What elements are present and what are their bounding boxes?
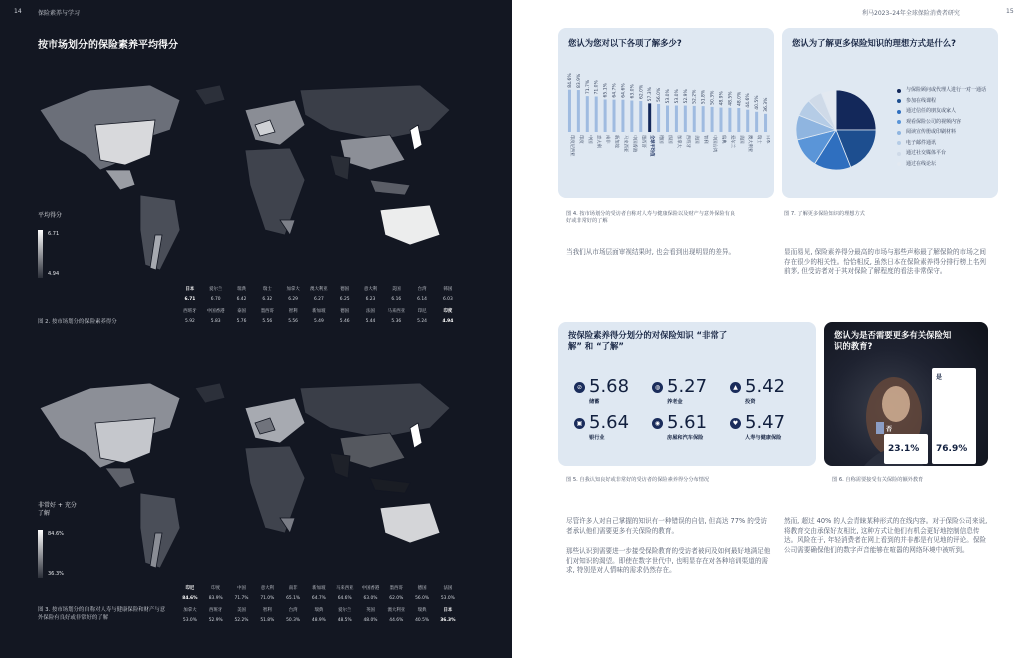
map1-table-row (177, 316, 461, 327)
caption-fig2: 图 2. 按市场划分的保险素养得分 (38, 319, 117, 325)
bar-category-label: 澳大利亚 (747, 135, 753, 153)
card4-title: 您认为是否需要更多有关保险知识的教育? (834, 330, 952, 351)
africa (245, 446, 305, 533)
bar-category-label: 印度尼西亚 (568, 135, 574, 157)
table-cell: 日本 (185, 286, 195, 292)
bar-value-label: 52.2% (692, 89, 698, 104)
bar-category-label: 日本 (765, 135, 770, 144)
table-cell: 印尼 (417, 308, 427, 314)
score-item (574, 378, 629, 396)
score-label: 房屋和汽车保险 (667, 435, 704, 441)
pie-legend-item (897, 119, 993, 126)
bar-category-label: 加拿大 (675, 135, 681, 148)
bar (737, 108, 740, 132)
table-cell: 6.29 (288, 297, 298, 302)
bar-value-label: 71.7% (585, 79, 591, 95)
bar (684, 106, 687, 132)
card3-title: 按保险素养得分划分的对保险知识 “非常了解” 和 “了解” (568, 330, 728, 351)
bar-category-label: 德国 (658, 135, 664, 144)
table-cell: 6.25 (339, 297, 350, 302)
table-cell: 台湾 (288, 607, 298, 613)
table-cell: 马来西亚 (335, 585, 354, 591)
table-cell: 韩国 (443, 286, 453, 292)
map2-legend-max: 84.6% (48, 531, 64, 537)
map1-legend-max: 6.71 (48, 231, 60, 237)
bar (746, 110, 749, 132)
table-cell: 5.56 (262, 319, 273, 324)
table-cell: 6.42 (236, 297, 247, 302)
table-cell: 中国香港 (206, 308, 225, 314)
bar-value-label: 62.0% (639, 84, 645, 99)
table-cell: 印度 (443, 308, 453, 314)
bar (702, 106, 705, 132)
pie-legend-label: 观看保险公司的视频内容 (906, 118, 962, 125)
legend-dot (897, 120, 901, 124)
india (330, 155, 350, 180)
africa (245, 148, 305, 235)
legend-dot (897, 152, 901, 156)
table-cell: 澳大利亚 (387, 607, 406, 613)
table-cell: 48.0% (363, 618, 378, 623)
map1-table-row (177, 283, 461, 294)
pie-legend-label: 通过信任的朋友或家人 (906, 108, 957, 114)
caption-fig4: 图 4. 按市场划分的受访者自称对人寿与健康保险以及财产与意外保险有良好或非常好的了解 (566, 211, 736, 224)
score-value: 5.61 (667, 412, 708, 433)
pie-legend-item (897, 161, 993, 168)
score-item (652, 414, 707, 432)
car-icon: ◉ (652, 418, 663, 429)
yes-bar (932, 368, 976, 464)
table-cell: 中国 (237, 585, 246, 591)
table-cell: 5.56 (288, 319, 298, 324)
table-cell: 4.94 (442, 319, 454, 324)
table-cell: 64.6% (337, 596, 352, 601)
map1-legend-title: 平均得分 (38, 212, 63, 219)
bar (604, 99, 607, 132)
paragraph-correlation: 显而易见, 保险素养得分最高的市场与那些声称最了解保险的市场之间存在很少的相关性。恰恰相反, 虽然日本在保险素养得分排行榜上名列前茅, 但受访者对于其对保险了解程度的看法非常保守。 (784, 248, 987, 276)
table-cell: 瑞士 (262, 286, 272, 292)
table-cell: 意大利 (260, 585, 274, 591)
greenland (195, 383, 225, 403)
table-cell: 6.70 (210, 297, 221, 302)
score-item (574, 414, 629, 432)
table-cell: 新加坡 (312, 585, 326, 591)
russia (300, 85, 450, 140)
map2-gradient-legend (38, 530, 43, 578)
table-cell: 南非 (288, 585, 298, 591)
score-label: 银行业 (589, 435, 605, 441)
paragraph-market-differences: 当我们从市场层面审视结果时, 也会看到出现明显的差异。 (566, 248, 736, 256)
table-cell: 51.8% (260, 618, 275, 623)
report-header: 利马2023–24年全球保险消费者研究 (862, 10, 960, 17)
table-cell: 40.5% (415, 618, 430, 623)
table-cell: 5.92 (185, 319, 195, 324)
russia (300, 383, 450, 438)
table-cell: 加拿大 (286, 286, 300, 292)
pie-legend-item (897, 108, 993, 115)
money-bag-icon: ◍ (652, 382, 663, 393)
table-cell: 瑞典 (314, 607, 324, 613)
bar-value-label: 51.8% (701, 89, 707, 105)
usa-canada (95, 418, 155, 463)
bar-category-label: 美国 (693, 135, 699, 144)
map1-table-row (177, 305, 461, 316)
indonesia (370, 478, 410, 493)
table-cell: 6.14 (417, 297, 427, 302)
table-cell: 墨西哥 (389, 585, 403, 591)
bar (586, 96, 589, 132)
legend-dot (897, 131, 901, 135)
table-cell: 36.3% (440, 618, 456, 623)
pie-legend-item (897, 87, 993, 94)
europe (245, 398, 305, 443)
table-cell: 加拿大 (183, 607, 197, 613)
bar-value-label: 71.0% (594, 80, 600, 95)
bar-category-label: 意大利 (595, 135, 601, 148)
table-cell: 71.0% (260, 596, 275, 601)
table-cell: 日本 (443, 607, 453, 613)
mexico (105, 170, 135, 190)
india (330, 453, 350, 478)
bar-value-label: 36.3% (764, 97, 770, 112)
score-item (730, 414, 785, 432)
bar (577, 90, 580, 132)
table-cell: 德国 (417, 585, 427, 591)
table-cell: 5.83 (210, 319, 221, 324)
table-cell: 台湾 (417, 286, 427, 292)
bar (595, 97, 598, 133)
table-cell: 62.0% (389, 596, 404, 601)
paragraph-learning-preferences: 那些认识到需要进一步接受保险教育的受访者被问及如何最好地满足他们对知识的渴望。即使在数字世代中, 也明显存在对各种培训渠道的需求, 特别是对人情味的需求仍然存在。 (566, 547, 771, 575)
table-cell: 新加坡 (312, 308, 326, 314)
table-cell: 英国 (366, 607, 375, 613)
bar-category-label: 瑞典 (720, 135, 726, 144)
bar-value-label: 84.6% (567, 73, 573, 88)
australia (380, 205, 440, 245)
map2-table-row (177, 582, 461, 593)
table-cell: 5.76 (236, 319, 247, 324)
bar-category-label: 瑞士 (756, 135, 762, 144)
bar-category-label: 中国香港 (631, 135, 637, 153)
bar-value-label: 56.0% (657, 87, 663, 102)
table-cell: 泰国 (237, 308, 246, 314)
bar (639, 101, 642, 132)
table-cell: 50.3% (286, 618, 301, 623)
table-cell: 德国 (340, 286, 350, 292)
bar (568, 90, 571, 132)
bar (666, 106, 669, 133)
map2-table-row (177, 604, 461, 615)
table-cell: 智利 (262, 607, 272, 613)
table-cell: 西班牙 (183, 308, 197, 314)
score-value: 5.27 (667, 376, 708, 397)
pie-slice (836, 90, 876, 130)
table-cell: 48.9% (311, 618, 326, 623)
bar-category-label: 全球平均值 (649, 135, 655, 157)
bar (630, 101, 633, 133)
bar-value-label: 63.0% (630, 84, 636, 99)
bar-value-label: 83.9% (576, 73, 582, 89)
section-header: 保险素养与学习 (38, 10, 81, 17)
pie-legend-label: 与保险顾问或代理人进行一对一通话 (906, 87, 987, 93)
bar-value-label: 53.0% (666, 89, 671, 104)
bar-category-label: 中国台湾 (711, 135, 717, 153)
bar (648, 103, 651, 132)
bar-value-label: 65.1% (603, 83, 609, 98)
legend-dot (897, 89, 901, 93)
bar-value-label: 50.3% (710, 90, 716, 105)
pie-legend-item (897, 150, 993, 157)
no-value: 23.1% (888, 444, 920, 454)
map2-legend-min: 36.3% (48, 571, 64, 577)
table-cell: 爱尔兰 (209, 286, 223, 292)
table-cell: 6.71 (184, 297, 196, 302)
table-cell: 法国 (443, 585, 453, 591)
bar-value-label: 52.9% (683, 89, 689, 104)
heart-icon: ♥ (730, 418, 741, 429)
card1-title: 您认为您对以下各项了解多少? (568, 38, 682, 48)
table-cell: 印尼 (185, 585, 195, 591)
south-america (140, 493, 180, 568)
table-cell: 爱尔兰 (338, 607, 352, 613)
table-cell: 澳大利亚 (310, 286, 328, 292)
indonesia (370, 180, 410, 195)
table-cell: 6.16 (391, 297, 402, 302)
page-title: 按市场划分的保险素养平均得分 (38, 40, 178, 51)
south-america (140, 195, 180, 270)
bar-value-label: 64.6% (621, 83, 627, 98)
bar-value-label: 40.5% (755, 95, 761, 110)
caption-fig5: 图 5. 自我认知良好或非常好的受访者的保险素养得分分布情况 (566, 477, 710, 483)
legend-dot (897, 141, 901, 145)
bar-category-label: 墨西哥 (640, 135, 646, 148)
bar (755, 112, 758, 132)
legend-dot (897, 162, 901, 166)
bar-category-label: 马来西亚 (622, 135, 628, 153)
score-label: 养老金 (667, 399, 683, 405)
bar (621, 100, 624, 132)
map1-legend-min: 4.94 (48, 271, 60, 277)
table-cell: 法国 (366, 308, 375, 314)
australia (380, 503, 440, 543)
pie-legend-label: 阅读宣传册或印刷材料 (906, 129, 957, 135)
bar (711, 107, 714, 132)
world-map-knowledge (30, 368, 480, 578)
score-value: 5.47 (745, 412, 786, 433)
chart-icon: ▲ (730, 382, 741, 393)
score-label: 投资 (745, 399, 756, 405)
table-cell: 6.23 (365, 297, 376, 302)
map1-gradient-legend (38, 230, 43, 278)
table-cell: 德国 (340, 308, 350, 314)
bar-category-label: 爱尔兰 (729, 135, 735, 148)
pie-legend-item (897, 140, 993, 147)
piggy-bank-icon: ⊘ (574, 382, 585, 393)
table-cell: 智利 (288, 308, 298, 314)
bar-category-label: 智利 (702, 135, 708, 144)
map2-table-row (177, 593, 461, 604)
page-number: 14 (14, 8, 22, 15)
education-need-photo-card (824, 322, 988, 466)
pie-legend-label: 参加在线课程 (906, 97, 937, 104)
table-cell: 48.5% (337, 618, 352, 623)
score-label: 人寿与健康保险 (745, 435, 782, 441)
table-cell: 美国 (391, 286, 401, 292)
caption-fig7: 图 7. 了解更多保险知识的理想方式 (784, 211, 865, 217)
caption-fig3: 图 3. 按市场划分的自称对人寿与健康保险和财产与意外保险有良好或非常好的了解 (38, 607, 166, 621)
bar-value-label: 48.0% (737, 91, 743, 106)
bar-category-label: 英国 (738, 135, 744, 144)
bar-value-label: 44.6% (746, 93, 752, 108)
pie-legend-item (897, 129, 993, 136)
table-cell: 意大利 (363, 286, 378, 292)
bar-value-label: 48.9% (719, 91, 725, 106)
table-cell: 5.46 (339, 319, 350, 324)
score-item (730, 378, 785, 396)
bank-icon: ▣ (574, 418, 585, 429)
table-cell: 中国香港 (361, 585, 380, 591)
table-cell: 5.36 (391, 319, 402, 324)
bar-value-label: 64.7% (612, 83, 618, 98)
table-cell: 83.9% (208, 596, 223, 601)
score-item (652, 378, 707, 396)
bar-category-label: 西班牙 (684, 135, 690, 148)
table-cell: 5.49 (313, 319, 324, 324)
learning-methods-pie-chart (794, 88, 878, 172)
yes-label: 是 (936, 374, 943, 381)
table-cell: 52.9% (208, 618, 223, 623)
table-cell: 52.2% (234, 618, 249, 623)
score-value: 5.68 (589, 376, 630, 397)
bar-category-label: 法国 (667, 135, 672, 144)
card2-title: 您认为了解更多保险知识的理想方式是什么? (792, 38, 956, 48)
map2-table (177, 582, 461, 626)
world-map-scores (30, 70, 480, 280)
table-cell: 44.6% (389, 618, 404, 623)
bar (657, 104, 660, 132)
bar-category-label: 印度 (577, 135, 583, 144)
bar (719, 108, 722, 132)
table-cell: 56.0% (415, 596, 430, 601)
paragraph-online-content: 然而, 超过 40% 的人会青睐某种形式的在线内容。对于保险公司来说, 将教育交由承保好友相比, 这种方式让他们有机会更好地控制信息传达。风险在于, 年轻消费者在网上看到的并非都是有见地的评论。保险公司需要确保他们的数字声音能够在喧嚣的网络环境中被听到。 (784, 517, 988, 554)
table-cell: 瑞典 (237, 286, 246, 292)
page-number: 15 (1006, 8, 1014, 15)
bar (764, 114, 767, 132)
pie-legend-item (897, 98, 993, 105)
bar-value-label: 57.3% (648, 87, 654, 102)
bar-category-label: 新加坡 (613, 135, 619, 148)
bar (613, 100, 616, 132)
legend-dot (897, 99, 901, 103)
table-cell: 5.24 (417, 319, 427, 324)
bar (693, 106, 696, 132)
score-value: 5.42 (745, 376, 786, 397)
map2-table-row (177, 615, 461, 626)
pie-legend (897, 87, 993, 171)
bar-value-label: 48.5% (728, 91, 734, 106)
table-cell: 美国 (237, 607, 246, 613)
mexico (105, 468, 135, 488)
bar-value-label: 53.0% (674, 89, 680, 104)
table-cell: 84.6% (182, 596, 198, 601)
table-cell: 墨西哥 (260, 308, 274, 314)
table-cell: 71.7% (234, 596, 249, 601)
table-cell: 6.27 (313, 297, 324, 302)
knowledge-bar-chart (565, 70, 770, 192)
map1-table-row (177, 294, 461, 305)
table-cell: 马来西亚 (387, 308, 406, 314)
table-cell: 65.1% (286, 596, 301, 601)
europe (245, 100, 305, 145)
bar (728, 108, 731, 132)
table-cell: 64.7% (311, 596, 326, 601)
map1-table (177, 283, 461, 327)
score-value: 5.64 (589, 412, 630, 433)
greenland (195, 85, 225, 105)
paragraph-education-need: 尽管许多人对自己掌握的知识有一种错误的自信, 但高达 77% 的受访者承认他们需要更多有关保险的教育。 (566, 517, 768, 535)
yes-value: 76.9% (936, 444, 968, 454)
map2-legend-title: 非常好 + 充分了解 (38, 502, 77, 517)
bar-category-label: 中国 (586, 135, 592, 144)
table-cell: 印度 (211, 585, 221, 591)
bar (675, 106, 678, 133)
table-cell: 6.03 (442, 297, 453, 302)
score-label: 储蓄 (589, 399, 600, 405)
table-cell: 6.32 (262, 297, 273, 302)
pie-legend-label: 电子邮件通讯 (906, 139, 937, 146)
no-label: 否 (886, 426, 893, 433)
table-cell: 西班牙 (209, 607, 223, 613)
table-cell: 53.0% (440, 596, 455, 601)
caption-fig6: 图 6. 自称需要接受有关保险的额外教育 (832, 477, 924, 483)
bar-category-label: 南非 (604, 135, 610, 144)
usa-canada (95, 120, 155, 165)
table-cell: 5.44 (365, 319, 376, 324)
pie-legend-label: 通过社交媒体平台 (906, 150, 947, 156)
pie-legend-label: 通过在线论坛 (906, 160, 937, 167)
table-cell: 瑞典 (417, 607, 427, 613)
no-bar (884, 426, 928, 464)
table-cell: 53.0% (182, 618, 197, 623)
legend-dot (897, 110, 901, 114)
table-cell: 63.0% (363, 596, 378, 601)
